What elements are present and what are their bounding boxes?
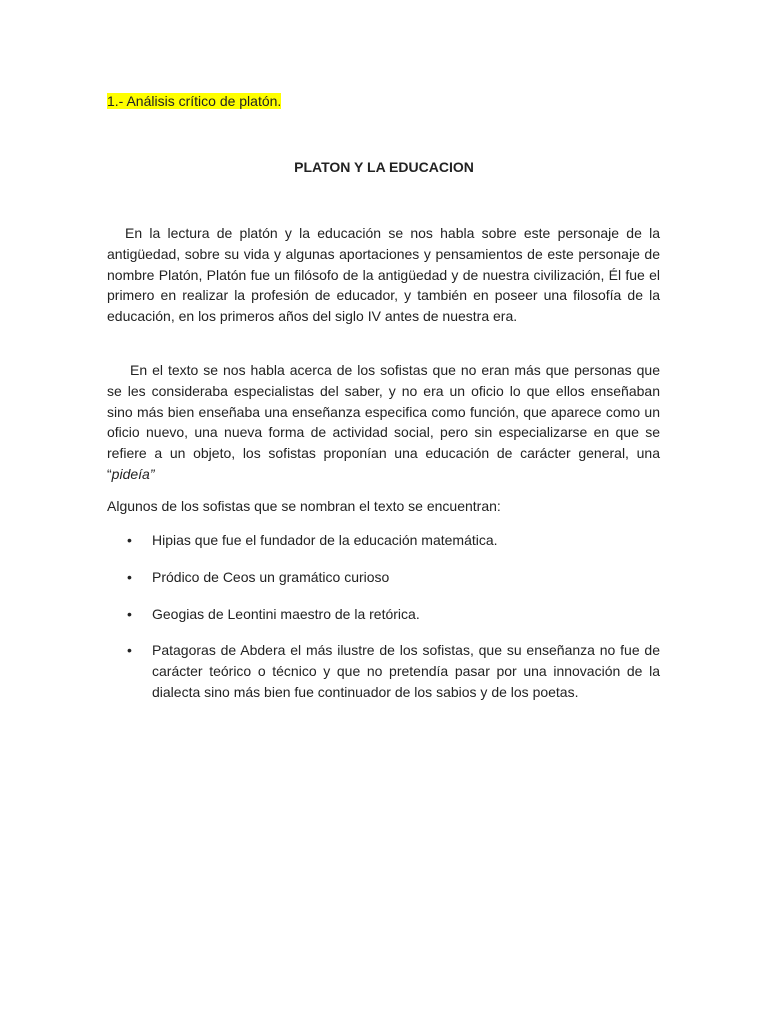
list-item xyxy=(107,640,660,702)
bullet-icon: • xyxy=(127,568,132,585)
list-item-text: Pródico de Ceos un gramático curioso xyxy=(152,568,390,585)
bullet-icon: • xyxy=(127,605,132,622)
list-item xyxy=(107,567,660,588)
list-item xyxy=(107,530,660,551)
paragraph-intro: En la lectura de platón y la educación se nos habla sobre este personaje de la antigüedad, sobre su vida y algunas aportaciones y pensamientos de este personaje de nombre Platón, Platón fue un filósofo de la antigüedad y de nuestra civilización, Él fue el primero en realizar la profesión de educador, y también en poseer una filosofía de la educación, en los primeros años del siglo IV antes de nuestra era. xyxy=(107,225,660,325)
list-item-text: Patagoras de Abdera el más ilustre de los sofistas, que su enseñanza no fue de carácter teórico o técnico y que no pretendía pasar por una innovación de la dialecta sino más bien fue continuador de los sabios y de los poetas. xyxy=(152,642,660,700)
document-title: PLATON Y LA EDUCACION xyxy=(294,159,474,175)
list-item-text: Geogias de Leontini maestro de la retórica. xyxy=(152,605,420,622)
sofistas-list xyxy=(107,530,660,719)
paragraph-sofistas-text: En el texto se nos habla acerca de los sofistas que no eran más que personas que se les consideraba especialistas del saber, y no era un oficio lo que ellos enseñaban sino más bien enseñaba una enseñanza especifica como función, que aparece como un oficio nuevo, una nueva forma de actividad social, pero sin especializarse en que se refiere a un objeto, los sofistas proponían una educación de carácter general, una “ xyxy=(107,362,660,482)
highlighted-heading-text: 1.- Análisis crítico de platón. xyxy=(107,93,282,109)
section-heading xyxy=(107,91,281,111)
pideia-term: pideía” xyxy=(111,465,155,482)
list-item-text: Hipias que fue el fundador de la educación matemática. xyxy=(152,532,498,548)
paragraph-list-intro: Algunos de los sofistas que se nombran el texto se encuentran: xyxy=(107,498,501,514)
list-item xyxy=(107,604,660,625)
bullet-icon: • xyxy=(127,642,132,659)
bullet-icon: • xyxy=(127,532,132,548)
paragraph-sofistas xyxy=(107,360,660,485)
